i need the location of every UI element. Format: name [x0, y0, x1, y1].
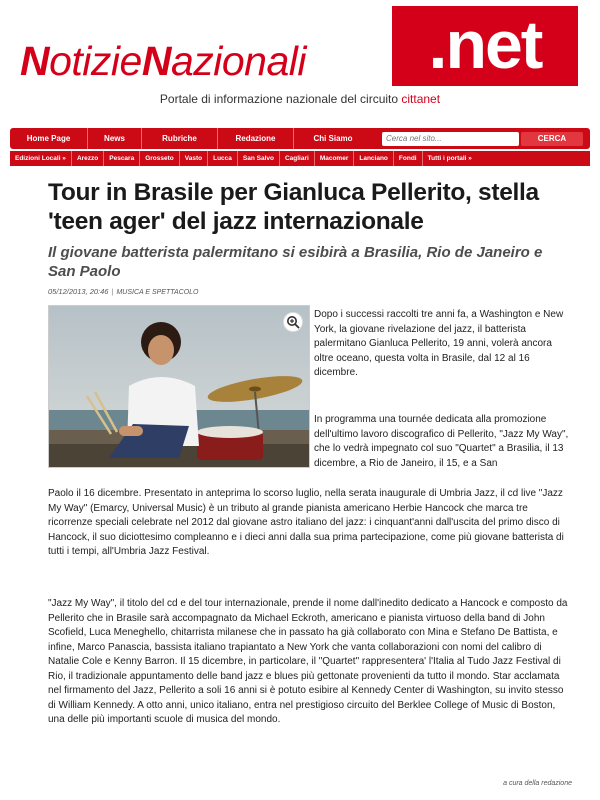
local-nav-fondi[interactable]: Fondi — [394, 151, 423, 166]
logo-net-badge[interactable]: .net — [392, 6, 578, 86]
local-nav-lanciano[interactable]: Lanciano — [354, 151, 394, 166]
local-nav-all-portals[interactable]: Tutti i portali » — [427, 155, 472, 162]
search-input[interactable] — [382, 132, 519, 146]
local-nav-vasto[interactable]: Vasto — [180, 151, 208, 166]
tagline-text: Portale di informazione nazionale del circuito — [159, 92, 402, 106]
local-nav-san-salvo[interactable]: San Salvo — [238, 151, 280, 166]
article-photo[interactable] — [48, 305, 310, 468]
local-nav-lucca[interactable]: Lucca — [208, 151, 238, 166]
nav-item-news[interactable]: News — [88, 128, 142, 149]
site-header — [0, 0, 600, 120]
logo-letter: N — [141, 38, 171, 84]
search-button[interactable]: CERCA — [521, 132, 583, 146]
nav-item-home[interactable]: Home Page — [10, 128, 88, 149]
article-paragraph: In programma una tournée dedicata alla promozione dell'ultimo lavoro discografico di Pellerito, "Jazz My Way", che lo vedrà impegnato col suo "Quartet" a Brasilia, il 13 dicembre, a Rio de Janeiro, il 15, e a San — [314, 414, 569, 469]
logo-letter: N — [20, 38, 50, 84]
article-photo-image — [49, 306, 310, 468]
logo-text-part2: azionali — [170, 38, 306, 84]
zoom-in-icon[interactable] — [283, 312, 303, 332]
logo-text-part1: otizie — [49, 38, 142, 84]
local-editions-navigation — [10, 151, 590, 166]
article-category-link[interactable]: MUSICA E SPETTACOLO — [116, 289, 199, 296]
article-title: Tour in Brasile per Gianluca Pellerito, stella 'teen ager' del jazz internazionale — [48, 179, 539, 235]
local-nav-editions[interactable]: Edizioni Locali » — [10, 151, 72, 166]
article-paragraph: Paolo il 16 dicembre. Presentato in anteprima lo scorso luglio, nella serata inaugurale di Umbria Jazz, il cd live "Jazz My Way" (Emarcy, Universal Music) è un tributo al grande pianista americano Herbie Hancock che marca tre ricorrenze speciali celebrate nel 2012 dal giovane astro italiano del jazz: i cinquant'anni dall'uscita del primo disco di Hancock, il suo diciottesimo compleanno e i dieci anni dalla sua prima partecipazione, come più giovane batterista di tutti i tempi, all'Umbria Jazz Festival. — [48, 488, 564, 557]
nav-item-redazione[interactable]: Redazione — [218, 128, 294, 149]
tagline — [0, 92, 600, 106]
local-nav-macomer[interactable]: Macomer — [315, 151, 355, 166]
local-nav-pescara[interactable]: Pescara — [104, 151, 140, 166]
local-nav-arezzo[interactable]: Arezzo — [72, 151, 104, 166]
meta-separator: | — [111, 287, 114, 296]
site-logo[interactable] — [20, 38, 306, 85]
main-navigation — [10, 128, 590, 149]
article-meta — [48, 287, 199, 296]
article-credit: a cura della redazione — [503, 780, 572, 787]
article-date: 05/12/2013, 20:46 — [48, 287, 109, 296]
article-paragraph: Dopo i successi raccolti tre anni fa, a Washington e New York, la giovane rivelazione del jazz, il batterista palermitano Gianluca Pellerito, 19 anni, volerà ancora oltre oceano, questa volta in Brasile, dal 12 al 16 dicembre. — [314, 309, 564, 378]
local-nav-cagliari[interactable]: Cagliari — [280, 151, 315, 166]
article-subtitle: Il giovane batterista palermitano si esibirà a Brasilia, Rio de Janeiro e San Paolo — [48, 244, 543, 280]
article-paragraph: "Jazz My Way", il titolo del cd e del tour internazionale, prende il nome dall'inedito dedicato a Hancock e composto da Pellerito che in Brasile sarà accompagnato da Michael Eckroth, americano e pianista virtuoso della band di John Scofield, Luca Meneghello, chitarrista milanese che in passato ha già collaborato con Mina e Stefano De Battista, e infine, Marco Panascia, bassista italiano trapiantato a New York che vanta collaborazioni con nomi del calibro di Natalie Cole e Kenny Barron. Il 15 dicembre, in particolare, il "Quartet" rappresentera' l'Italia al Tudo Jazz Festival di Rio, il tradizionale appuntamento delle band jazz e blues più gettonate provenienti da tutto il mondo. Star acclamata nel firmamento del Jazz, Pellerito a soli 16 anni si è potuto esibire al Kennedy Center di Washington, su invito stesso di William Kennedy. A otto anni, unico italiano, entra nel prestigioso circuito del Berklee College of Music di Boston, una delle più importanti scuole di musica del mondo. — [48, 598, 568, 725]
nav-item-chi-siamo[interactable]: Chi Siamo — [313, 134, 353, 143]
search-box — [382, 132, 583, 146]
nav-item-rubriche[interactable]: Rubriche — [142, 128, 218, 149]
local-nav-grosseto[interactable]: Grosseto — [140, 151, 180, 166]
tagline-brand-link[interactable]: cittanet — [401, 92, 441, 106]
